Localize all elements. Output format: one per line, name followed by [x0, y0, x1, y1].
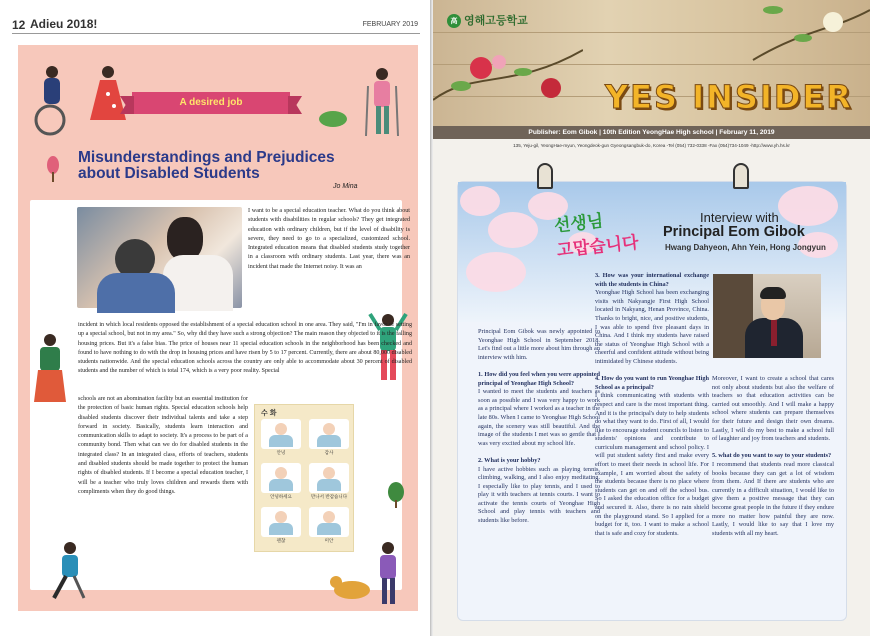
sign-chart-header: 수 화 — [261, 410, 277, 417]
sign-cell — [309, 419, 349, 456]
sign-cell — [309, 463, 349, 500]
sign-language-chart — [254, 404, 354, 552]
article-title: Misunderstandings and Prejudices about Disabled Students — [78, 149, 335, 182]
answer-4: I think communicating with students with respect and care is the most important thing. And it is the principal's duty to help students do what they want to do. First of all, I would like to encourage student councils to listen to students' opinions and contribute to curriculum management and school policy. I will put student safety first and make every effort to meet their needs in school life. For example, I am worried about the safety of the students because there is no place where students can get on and off the school bus. So I asked the education office for a budget and secured it. Also, there is no rain shield on the playground stand. So I applied for a budget for it, too. I want to make a school that is safe and cozy for students. — [595, 392, 709, 537]
question-1: 1. How did you feel when you were appointed principal of Yeonghae High School? — [478, 370, 600, 387]
school-seal-icon: 高 — [447, 14, 461, 28]
reporter-names: Hwang Dahyeon, Ahn Yein, Hong Jongyun — [665, 243, 826, 252]
newspaper-banner — [433, 0, 870, 128]
school-name-text: 영해고등학교 — [464, 14, 528, 27]
page-header — [12, 18, 420, 34]
issue-date: FEBRUARY 2019 — [362, 21, 418, 28]
sign-label: 감사 — [324, 451, 334, 456]
question-5: 5. what do you want to say to your students? — [712, 452, 832, 460]
question-4: 4. How do you want to run Yeonghae High School as a principal? — [595, 375, 709, 391]
principal-portrait-photo — [713, 274, 821, 358]
sign-cell — [261, 507, 301, 544]
korean-heading-a: 선생님 — [553, 211, 605, 237]
korean-heading-b: 고맙습니다 — [555, 232, 640, 262]
flower-branch-icon — [433, 30, 583, 110]
flower-branch-icon — [733, 0, 870, 70]
sign-label: 만나서 반갑습니다 — [310, 495, 348, 500]
bush-icon — [318, 110, 348, 128]
answer-1: I wanted to meet the students and teachers as soon as possible and I was very happy to work as a principal where I worked as a teacher in the late 80s. When I came to Yeonghae High School again, the scenery was still beautiful. And the image of the students I met was so gentle that I was very excited about my school life. — [478, 388, 600, 447]
bush-icon — [386, 482, 406, 508]
running-man-illustration — [44, 540, 94, 602]
interview-intro: Principal Eom Gibok was newly appointed to Yeonghae High School in September 2018. Let's find out a little more about him through an interview with him. — [478, 328, 600, 361]
sign-cell — [261, 463, 301, 500]
question-3: 3. How was your international exchange with the students in China? — [595, 272, 709, 288]
section-ribbon: A desired job — [132, 92, 290, 114]
answer-2: I have active hobbies such as playing tennis, climbing, walking, and I also enjoy meditating. I especially like to play tennis, and I used to play it with teachers at tennis courts. I want to activate the tennis courts of Yeonghae High School and play tennis with teachers and students like before. — [478, 465, 600, 525]
answer-3: Yeonghae High School has been exchanging visits with Nakyangje First High School located in Nakyang, Henan Province, China. Thanks to bright, nice, and positive students, I was able to spend five pleasant days in China. And I think my students have raised the status of Yeonghae High School with a cheerful and confident attitude without being intimidated by Chinese students. — [595, 289, 709, 365]
sign-label: 안녕 — [276, 451, 286, 456]
answer-5: I recommend that students read more classical books because they can get a lot of wisdom from them. And If there are students who are currently in a difficult situation, I would like to give them a positive message that they can become great people in the future if they endure more no matter how painful they are now. Lastly, I would like to say that I love my students with all my heart. — [712, 460, 834, 537]
article-author: Jo Mina — [333, 183, 358, 190]
binder-clip-icon — [537, 163, 553, 189]
sign-cell — [309, 507, 349, 544]
korean-heading — [553, 203, 640, 261]
teacher-student-photo — [77, 207, 242, 308]
magazine-name: Adieu 2018! — [30, 17, 98, 31]
article-paragraph-3: schools are not an abomination facility but an essential institution for the protection of basic human rights. Special education schools help disabled students discover their individual talents and take a step forward in society. Basically, students learn interaction and communication skills to adapt to society. It's a process to be part of a community bond. Then what can we do for disabled students in the integrated class? In an integrated class, efforts of teachers, students and disabled students should be made together to protect the human rights of disabled students. If I become a special education teacher, I will be a teacher who truly loves children and rewards them with compliments when they do good things. — [78, 396, 248, 495]
interview-label: Interview with — [700, 210, 779, 225]
school-name — [447, 12, 528, 28]
wheelchair-dancer-illustration — [30, 62, 140, 142]
question-2: 2. What is your hobby? — [478, 456, 541, 464]
answer-4-continued: Moreover, I want to create a school that cares not only about students but also the welfare of teachers so that education activities can be carried out smoothly. And I will make a happy school where students can prepare themselves for their future and design their own dreams. Lastly, I will do my best to make a school full of laughter and joy from teachers and students. — [712, 375, 834, 443]
sign-cell — [261, 419, 301, 456]
article-paragraph-1: I want to be a special education teacher. What do you think about students with disabilities in regular schools? They get integrated education with ordinary children, but if the level of disability is severe, they need to go to a specialized, customized school. Integrated education means that disabled students study together in a classroom with ordinary students. Last year, there was an incident that made the Internet noisy. It was an — [248, 208, 410, 270]
sign-label: 안녕하세요 — [270, 495, 292, 500]
publisher-bar: Publisher: Eom Gibok | 10th Edition YeongHae High school | February 11, 2019 — [433, 126, 870, 139]
article-paragraph-2: incident in which local residents opposed the establishment of a special education school in one area. They said, "I'm in favor of setting up a special school, but not in my area." So, why did they have such a strong objection? The main reason they objected to it is the falling housing prices. But it's a false bias. The price of houses near 11 special education schools in the neighborhood has been checked and found to have nothing to do with the drop in housing prices and have risen by 5 to 17 percent. Currently, there are about 80,000 disabled students nationwide. And the special education schools across the country are only able to accommodate about 30 percent of disabled students and the number of which is total 174, which is a very poor reality. Special — [78, 322, 412, 375]
tree-icon — [46, 156, 60, 184]
interview-column-2 — [595, 272, 709, 538]
left-page — [0, 0, 432, 636]
interviewee-name: Principal Eom Gibok — [663, 224, 805, 240]
paper-title: YES INSIDER — [605, 78, 853, 116]
interview-column-1 — [478, 328, 600, 526]
school-address: 135, Yeju-gil, YeongHae-myun, Yeongdeok-gun Gyeongsangbuk-do, Korea -Tel (054) 732-0338 -Fax (054)734-1049 -http://www.yh.hs.kr — [513, 143, 790, 148]
interview-column-3 — [712, 375, 834, 538]
sign-label: 미안 — [324, 539, 334, 544]
standing-woman-illustration — [30, 332, 70, 412]
sign-label: 괜찮 — [276, 539, 286, 544]
binder-clip-icon — [733, 163, 749, 189]
page-number: 12 — [12, 18, 26, 32]
crutches-figure-illustration — [362, 66, 402, 138]
